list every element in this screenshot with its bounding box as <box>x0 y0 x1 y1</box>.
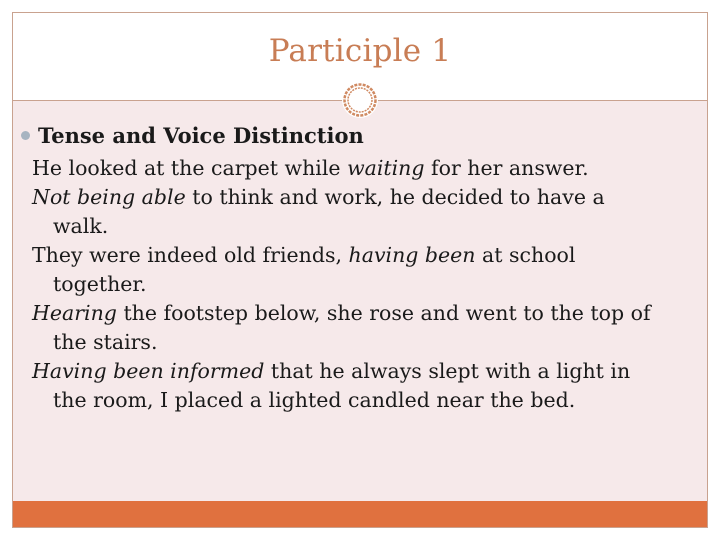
sentence-2-continuation: walk. <box>53 214 109 238</box>
sentence-text: that he always slept with a light in <box>264 359 631 383</box>
sentence-text: They were indeed old friends, <box>32 243 349 267</box>
participle-phrase: Hearing <box>32 301 117 325</box>
sentence-3-continuation: together. <box>53 272 147 296</box>
slide <box>12 12 708 528</box>
sentence-text: to think and work, he decided to have a <box>185 185 605 209</box>
sentence-4 <box>32 299 692 328</box>
sentence-text: for her answer. <box>424 156 589 180</box>
bottom-bar <box>13 501 707 527</box>
bullet-heading-text: Tense and Voice Distinction <box>38 123 364 148</box>
sentence-text: He looked at the carpet while <box>32 156 348 180</box>
sentence-4-continuation: the stairs. <box>53 330 158 354</box>
participle-phrase: having been <box>348 243 476 267</box>
sentence-5-continuation: the room, I placed a lighted candled near the bed. <box>53 388 576 412</box>
bullet-dot-icon <box>21 131 30 140</box>
sentence-text: the footstep below, she rose and went to the top of <box>116 301 651 325</box>
participle-phrase: waiting <box>347 156 425 180</box>
participle-phrase: Not being able <box>32 185 186 209</box>
sentence-list <box>32 154 692 415</box>
sentence-1 <box>32 154 692 183</box>
sentence-3 <box>32 241 692 270</box>
sentence-text: at school <box>475 243 576 267</box>
slide-title: Participle 1 <box>268 33 452 69</box>
bullet-heading <box>21 123 364 148</box>
sentence-5 <box>32 357 692 386</box>
sentence-2 <box>32 183 692 212</box>
participle-phrase: Having been informed <box>32 359 265 383</box>
circle-ornament-icon <box>341 81 379 119</box>
